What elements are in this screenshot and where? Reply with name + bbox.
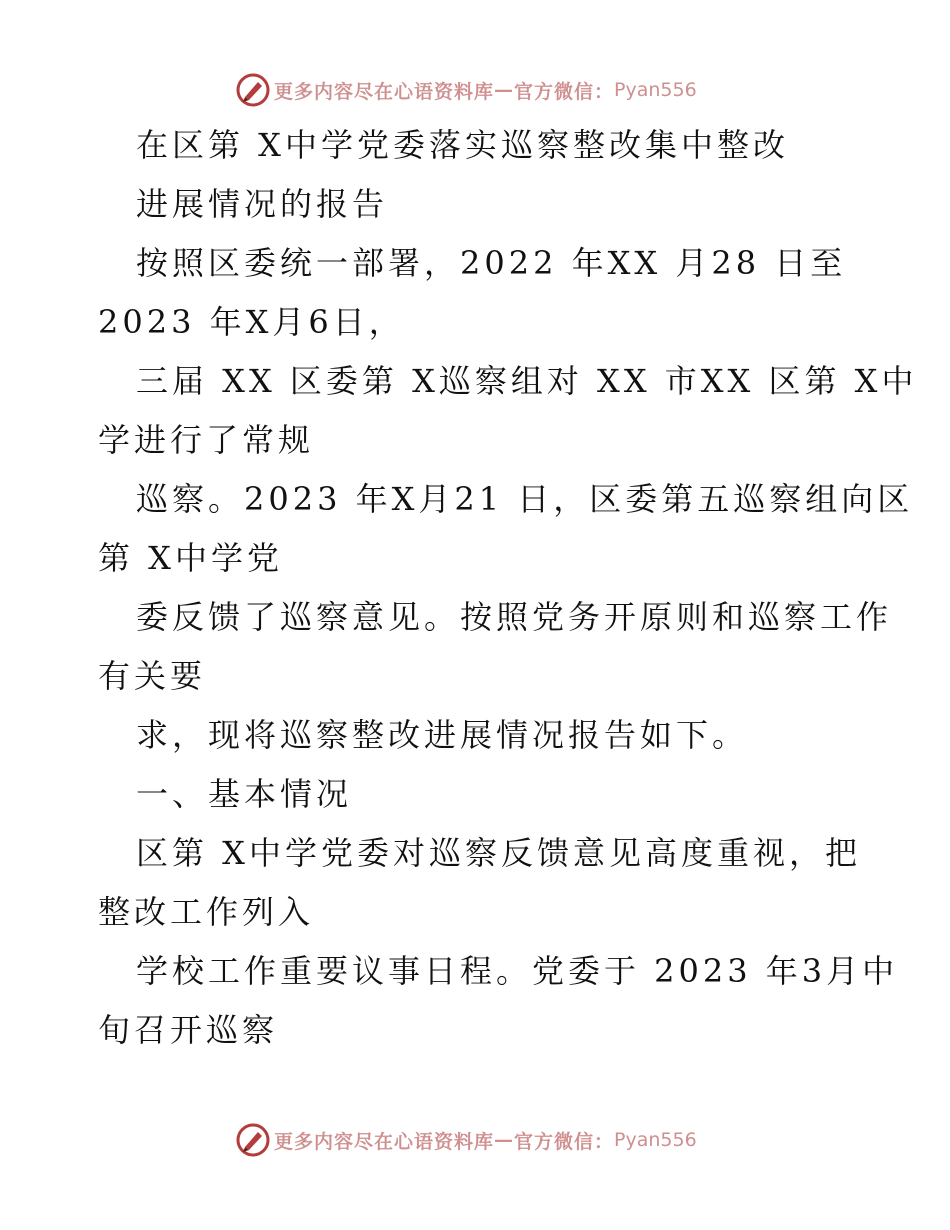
- paragraph-line: 第 X中学党: [98, 539, 283, 577]
- paragraph-line: 2023 年X月6日，: [98, 303, 405, 341]
- footer-brand-text: 更多内容尽在心语资料库: [274, 1130, 495, 1153]
- header-wechat-id: Pyan556: [614, 79, 697, 101]
- section-heading: 一、基本情况: [136, 775, 353, 813]
- footer-banner: [236, 1122, 697, 1158]
- brand-logo-icon: [236, 1123, 270, 1157]
- paragraph-line: 有关要: [98, 657, 207, 695]
- brand-logo-icon: [236, 73, 270, 107]
- paragraph-line: 按照区委统一部署，2022 年XX 月28 日至: [136, 244, 847, 282]
- header-banner: [236, 72, 697, 108]
- header-wechat-label: 官方微信：: [514, 80, 615, 103]
- header-brand-text: 更多内容尽在心语资料库: [274, 80, 495, 103]
- footer-wechat-id: Pyan556: [614, 1129, 697, 1151]
- paragraph-line: 委反馈了巡察意见。按照党务开原则和巡察工作: [136, 598, 893, 636]
- header-dash: —: [494, 79, 515, 101]
- paragraph-line: 整改工作列入: [98, 893, 315, 931]
- paragraph-line: 旬召开巡察: [98, 1011, 279, 1049]
- paragraph-line: 三届 XX 区委第 X巡察组对 XX 市XX 区第 X中: [136, 362, 918, 400]
- footer-dash: —: [494, 1129, 515, 1151]
- title-line-1: 在区第 X中学党委落实巡察整改集中整改: [136, 126, 789, 164]
- title-line-2: 进展情况的报告: [136, 185, 389, 223]
- paragraph-line: 求，现将巡察整改进展情况报告如下。: [136, 716, 749, 754]
- footer-wechat-label: 官方微信：: [514, 1130, 615, 1153]
- paragraph-line: 区第 X中学党委对巡察反馈意见高度重视，把: [136, 834, 861, 872]
- paragraph-line: 巡察。2023 年X月21 日，区委第五巡察组向区: [136, 480, 914, 518]
- paragraph-line: 学校工作重要议事日程。党委于 2023 年3月中: [136, 952, 899, 990]
- paragraph-line: 学进行了常规: [98, 421, 315, 459]
